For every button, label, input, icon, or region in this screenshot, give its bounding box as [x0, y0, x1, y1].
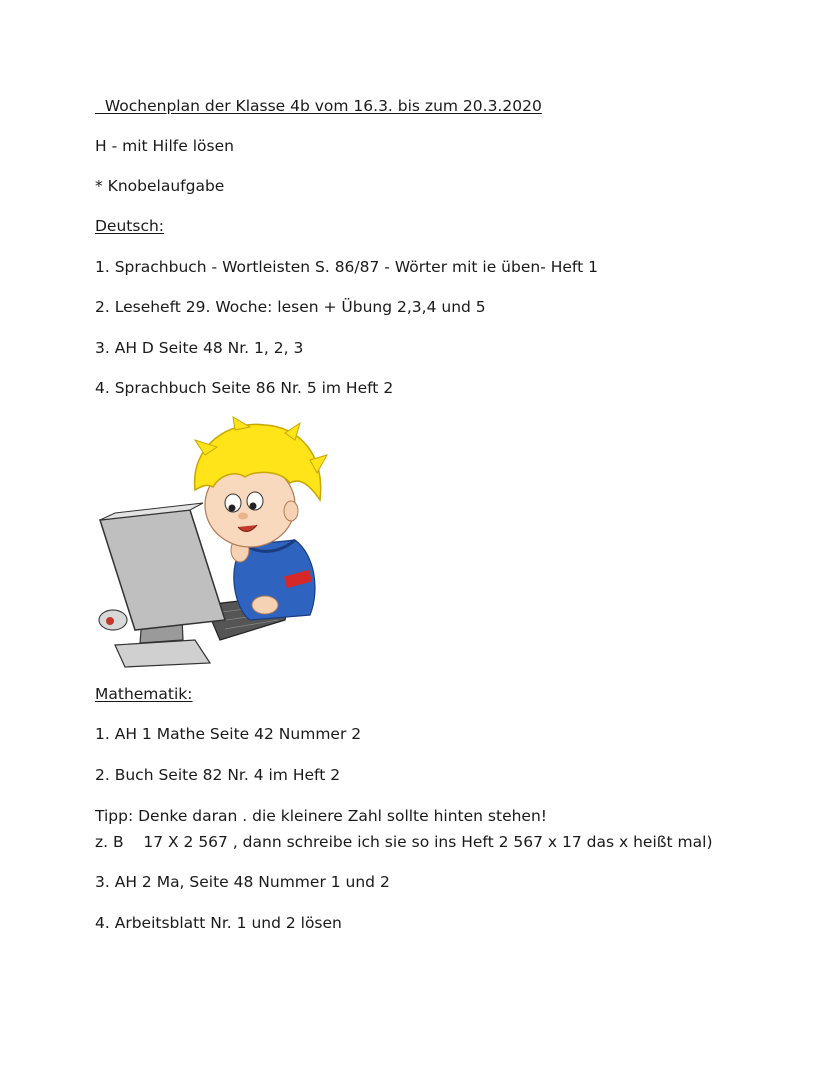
math-task-4: 4. Arbeitsblatt Nr. 1 und 2 lösen [95, 914, 342, 932]
math-task-1: 1. AH 1 Mathe Seite 42 Nummer 2 [95, 725, 362, 743]
section-heading-mathematik: Mathematik: [95, 685, 193, 703]
math-task-3: 3. AH 2 Ma, Seite 48 Nummer 1 und 2 [95, 873, 390, 891]
deutsch-task-4: 4. Sprachbuch Seite 86 Nr. 5 im Heft 2 [95, 379, 394, 397]
math-task-2: 2. Buch Seite 82 Nr. 4 im Heft 2 [95, 766, 341, 784]
deutsch-task-1: 1. Sprachbuch - Wortleisten S. 86/87 - Wörter mit ie üben- Heft 1 [95, 258, 598, 276]
page-title: Wochenplan der Klasse 4b vom 16.3. bis zum 20.3.2020 [95, 97, 542, 115]
deutsch-task-2: 2. Leseheft 29. Woche: lesen + Übung 2,3,4 und 5 [95, 298, 486, 316]
legend-help: H - mit Hilfe lösen [95, 137, 234, 155]
math-tip-line-2: z. B 17 X 2 567 , dann schreibe ich sie so ins Heft 2 567 x 17 das x heißt mal) [95, 833, 713, 851]
legend-puzzle: * Knobelaufgabe [95, 177, 225, 195]
boy-at-computer-icon [95, 415, 335, 670]
math-tip-line-1: Tipp: Denke daran . die kleinere Zahl sollte hinten stehen! [95, 807, 547, 825]
section-heading-deutsch: Deutsch: [95, 217, 165, 235]
deutsch-task-3: 3. AH D Seite 48 Nr. 1, 2, 3 [95, 339, 304, 357]
